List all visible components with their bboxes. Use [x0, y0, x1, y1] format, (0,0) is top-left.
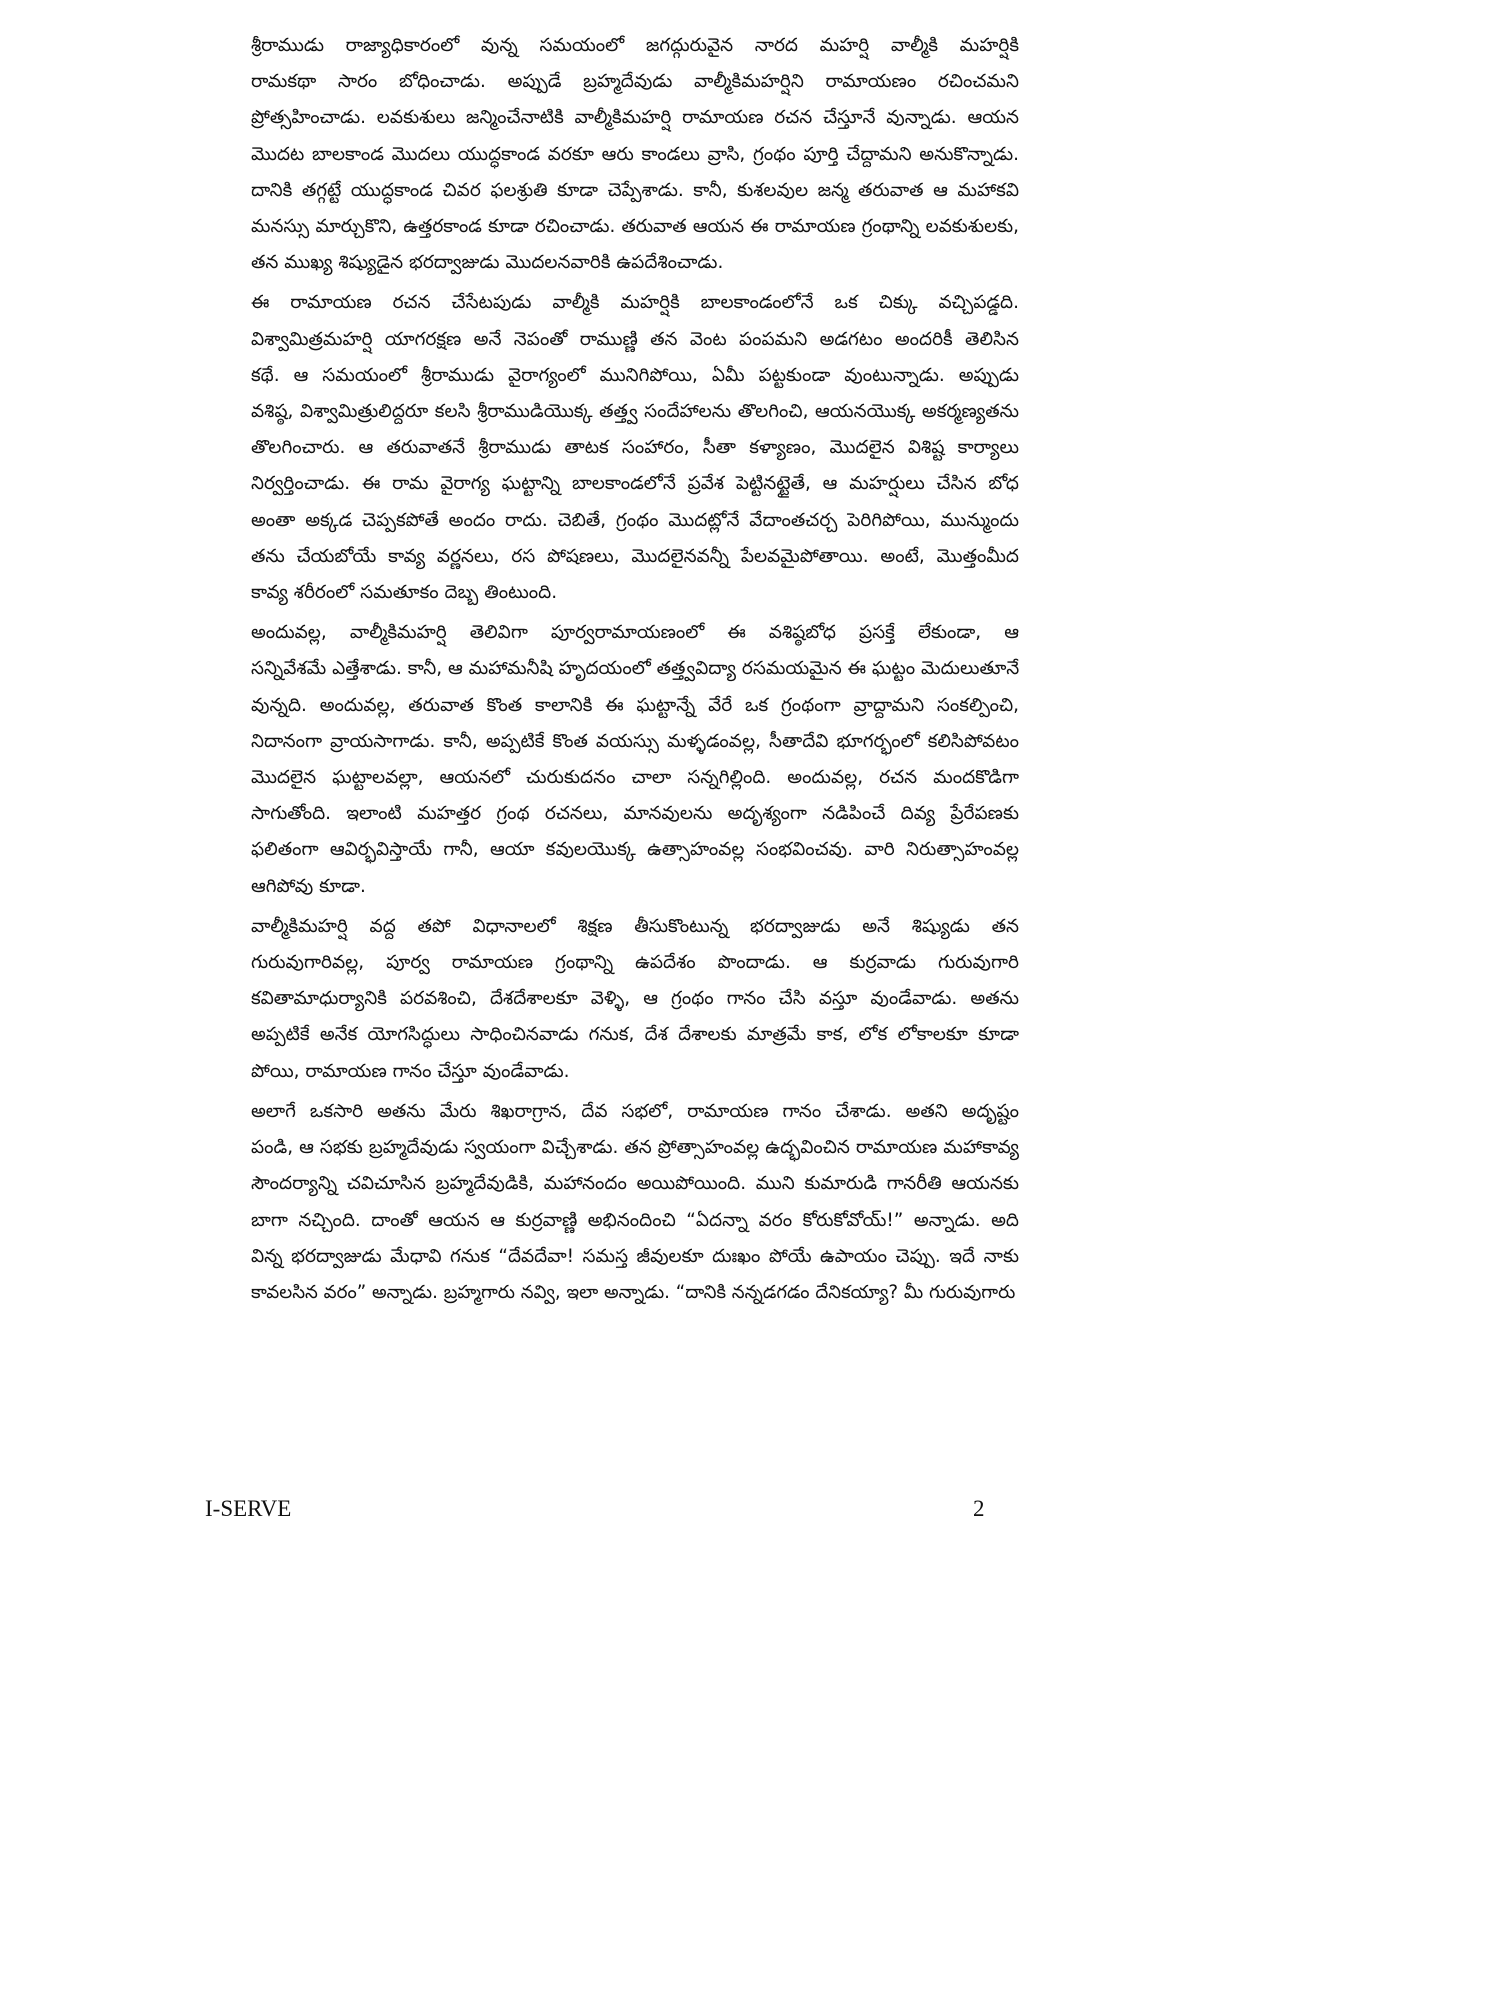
paragraph [203, 285, 1019, 611]
text-line: వున్నది. అందువల్ల, తరువాత కొంత కాలానికి ఈ ఘట్టాన్నే వేరే ఒక గ్రంథంగా వ్రాద్దామని సంకల్పించి, [251, 694, 1019, 716]
text-line: ఫలితంగా ఆవిర్భవిస్తాయే గానీ, ఆయా కవులయొక్క ఉత్సాహంవల్ల సంభవించవు. వారి నిరుత్సాహంవల్ల [251, 839, 1019, 861]
text-line: మొదట బాలకాండ మొదలు యుద్ధకాండ వరకూ ఆరు కాండలు వ్రాసి, గ్రంథం పూర్తి చేద్దామని అనుకొన్నాడు. [251, 143, 1019, 165]
text-line: కావలసిన వరం” అన్నాడు. బ్రహ్మగారు నవ్వి, ఇలా అన్నాడు. “దానికి నన్నడగడం దేనికయ్యా? మీ గురువుగారు [251, 1281, 1016, 1303]
text-line: తొలగించారు. ఆ తరువాతనే శ్రీరాముడు తాటక సంహారం, సీతా కళ్యాణం, మొదలైన విశిష్ట కార్యాలు [251, 437, 1019, 459]
text-line: సాగుతోంది. ఇలాంటి మహత్తర గ్రంథ రచనలు, మానవులను అదృశ్యంగా నడిపించే దివ్య ప్రేరేపణకు [251, 803, 1019, 825]
text-line: ఆగిపోవు కూడా. [251, 875, 366, 897]
text-line: రామకథా సారం బోధించాడు. అప్పుడే బ్రహ్మదేవుడు వాల్మీకిమహర్షిని రామాయణం రచించమని [251, 71, 1019, 93]
text-line: కవితామాధుర్యానికి పరవశించి, దేశదేశాలకూ వెళ్ళి, ఆ గ్రంథం గానం చేసి వస్తూ వుండేవాడు. అతను [251, 988, 1019, 1010]
text-line: ఈ రామాయణ రచన చేసేటపుడు వాల్మీకి మహర్షికి బాలకాండంలోనే ఒక చిక్కు వచ్చిపడ్డది. [251, 292, 1019, 314]
text-line: కావ్య శరీరంలో సమతూకం దెబ్బ తింటుంది. [251, 582, 558, 604]
text-line: తను చేయబోయే కావ్య వర్ణనలు, రస పోషణలు, మొదలైనవన్నీ పేలవమైపోతాయి. అంటే, మొత్తంమీద [251, 545, 1019, 567]
page-number: 2 [973, 1496, 985, 1521]
paragraph [203, 1094, 1019, 1311]
text-line: నిర్వర్తించాడు. ఈ రామ వైరాగ్య ఘట్టాన్ని బాలకాండలోనే ప్రవేశ పెట్టినట్టైతే, ఆ మహర్షులు చేసిన బోధ [251, 473, 1019, 495]
text-line: బాగా నచ్చింది. దాంతో ఆయన ఆ కుర్రవాణ్ణి అభినందించి “ఏదన్నా వరం కోరుకోవోయ్!” అన్నాడు. అది [251, 1209, 1019, 1231]
text-line: కథే. ఆ సమయంలో శ్రీరాముడు వైరాగ్యంలో మునిగిపోయి, ఏమీ పట్టకుండా వుంటున్నాడు. అప్పుడు [251, 364, 1019, 386]
text-line: మనస్సు మార్చుకొని, ఉత్తరకాండ కూడా రచించాడు. తరువాత ఆయన ఈ రామాయణ గ్రంథాన్ని లవకుశులకు, [251, 216, 1019, 238]
paragraph [203, 615, 1019, 905]
document-body [203, 28, 1019, 1315]
paragraph [203, 909, 1019, 1090]
text-line: సన్నివేశమే ఎత్తేశాడు. కానీ, ఆ మహామనీషి హృదయంలో తత్త్వవిద్యా రసమయమైన ఈ ఘట్టం మెదులుతూనే [251, 658, 1020, 680]
text-line: సౌందర్యాన్ని చవిచూసిన బ్రహ్మదేవుడికి, మహానందం అయిపోయింది. ముని కుమారుడి గానరీతి ఆయనకు [251, 1173, 1019, 1195]
text-line: నిదానంగా వ్రాయసాగాడు. కానీ, అప్పటికే కొంత వయస్సు మళ్ళడంవల్ల, సీతాదేవి భూగర్భంలో కలిసిపోవటం [251, 730, 1019, 752]
text-line: తన ముఖ్య శిష్యుడైన భరద్వాజుడు మొదలనవారికి ఉపదేశించాడు. [251, 252, 724, 274]
text-line: శ్రీరాముడు రాజ్యాధికారంలో వున్న సమయంలో జగద్గురువైన నారద మహర్షి వాల్మీకి మహర్షికి [251, 35, 1019, 56]
text-line: విశ్వామిత్రమహర్షి యాగరక్షణ అనే నెపంతో రాముణ్ణి తన వెంట పంపమని అడగటం అందరికీ తెలిసిన [251, 328, 1019, 350]
paragraph [203, 28, 1019, 281]
footer-organization: I-SERVE [205, 1496, 292, 1521]
text-line: అలాగే ఒకసారి అతను మేరు శిఖరాగ్రాన, దేవ సభలో, రామాయణ గానం చేశాడు. అతని అదృష్టం [251, 1100, 1019, 1122]
text-line: దానికి తగ్గట్టే యుద్ధకాండ చివర ఫలశ్రుతి కూడా చెప్పేశాడు. కానీ, కుశలవుల జన్మ తరువాత ఆ మహాకవి [251, 179, 1019, 201]
text-line: అప్పటికే అనేక యోగసిద్ధులు సాధించినవాడు గనుక, దేశ దేశాలకు మాత్రమే కాక, లోక లోకాలకూ కూడా [251, 1024, 1019, 1046]
text-line: గురువుగారివల్ల, పూర్వ రామాయణ గ్రంథాన్ని ఉపదేశం పొందాడు. ఆ కుర్రవాడు గురువుగారి [251, 952, 1019, 974]
text-line: విన్న భరద్వాజుడు మేధావి గనుక “దేవదేవా! సమస్త జీవులకూ దుఃఖం పోయే ఉపాయం చెప్పు. ఇదే నాకు [251, 1245, 1019, 1267]
text-line: అంతా అక్కడ చెప్పకపోతే అందం రాదు. చెబితే, గ్రంథం మొదట్లోనే వేదాంతచర్చ పెరిగిపోయి, మున్ముందు [251, 509, 1019, 531]
text-line: అందువల్ల, వాల్మీకిమహర్షి తెలివిగా పూర్వరామాయణంలో ఈ వశిష్ఠబోధ ప్రసక్తే లేకుండా, ఆ [251, 622, 1019, 644]
text-line: ప్రోత్సహించాడు. లవకుశులు జన్మించేనాటికి వాల్మీకిమహర్షి రామాయణ రచన చేస్తూనే వున్నాడు. ఆయన [251, 107, 1019, 129]
text-line: వశిష్ఠ, విశ్వామిత్రులిద్దరూ కలసి శ్రీరాముడియొక్క తత్త్వ సందేహాలను తొలగించి, ఆయనయొక్క అకర్మణ్యతను [251, 401, 1019, 423]
text-line: పండి, ఆ సభకు బ్రహ్మదేవుడు స్వయంగా విచ్చేశాడు. తన ప్రోత్సాహంవల్ల ఉద్భవించిన రామాయణ మహాకావ్య [251, 1137, 1019, 1159]
text-line: మొదలైన ఘట్టాలవల్లా, ఆయనలో చురుకుదనం చాలా సన్నగిల్లింది. అందువల్ల, రచన మందకొడిగా [251, 767, 1019, 789]
text-line: వాల్మీకిమహర్షి వద్ద తపో విధానాలలో శిక్షణ తీసుకొంటున్న భరద్వాజుడు అనే శిష్యుడు తన [251, 915, 1019, 937]
text-line: పోయి, రామాయణ గానం చేస్తూ వుండేవాడు. [251, 1060, 570, 1082]
